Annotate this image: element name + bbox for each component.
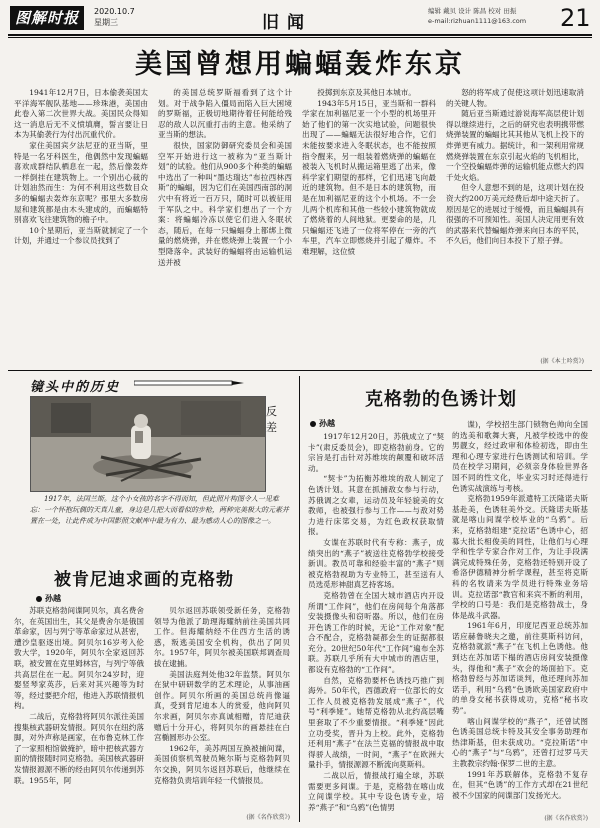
bullet-icon xyxy=(310,421,316,427)
kennedy-byline xyxy=(36,593,61,604)
kennedy-title: 被肯尼迪求画的克格勃 xyxy=(54,570,234,590)
paragraph: 怒的将军成了促使这项计划迅速取消的关键人物。 xyxy=(446,88,584,108)
kennedy-credit: (据《名作欣赏》) xyxy=(246,814,290,821)
paragraph: 1941年12月7日，日本偷袭美国太平洋海军舰队基地——珍珠港，美国由此卷入第二次世界大战。美国民众得知这一消息后无不义愤填膺，誓言要让日本为其偷袭行为付出沉重代价。 xyxy=(14,88,148,140)
paragraph: 10个星期后，亚当斯就制定了一个计划，并通过一个参议员找到了 xyxy=(14,225,148,246)
paragraph: 苏联克格勃间谍阿贝尔，真名费舍尔，在英国出生，其父是费舍尔是俄国革命家，因与列宁等革命家过从甚密，遭沙皇驱逐出境。阿贝尔16岁考入伦敦大学，1920年，阿贝尔全家返回苏联，被安置在克里姆林宫，与列宁等俄共高层住在一起。阿贝尔24岁时，迎娶竖琴家英莎，后来对其兴趣等为时等，经过要把介绍，他进入苏联情报机构。 xyxy=(14,606,144,711)
side-caption-char-1: 反 xyxy=(266,405,277,418)
photo-section-title: 镜头中的历史 xyxy=(30,380,121,395)
side-caption-char-2: 差 xyxy=(266,421,277,434)
editors-text: 编辑 戴贝 设计 陈昌 校对 田振 xyxy=(428,7,517,15)
column-divider xyxy=(299,376,300,822)
paragraph: 克格勃1959年派遣特工沃隆诺夫斯基赴美，色诱驻美外交。沃隆诺夫斯基就是喀山间谍学校毕业的“乌鸦”。后来，克格勃组建“克拉诺”色诱中心，招募大批长相俊美的同性，让他们与心理学和性学专家合作对工作，为让手段满满完成特殊任务，克格勃还特别开设了希洛伊德精神分析学课程，甚至将克斯科的名牧请来为学员进行特殊业务培训。克拉诺部“教官和来宾不断的利用，学校的口号是：我们是克格勃战士，身体是战斗武器。 xyxy=(452,494,588,620)
lead-column-2 xyxy=(158,88,292,364)
paragraph: 喀山间谍学校的“燕子”，还曾试图色诱美国总统卡特及其安全事务助理布热津斯基，但未获成功。“克拉斯诺”中心的“燕子”与“乌鸦”，还曾打过罗马天主教教宗约翰·保罗二世的主意。 xyxy=(452,716,588,768)
color-lure-author: 孙越 xyxy=(319,419,335,428)
date-text: 2020.10.7 xyxy=(94,7,135,16)
paragraph: 1991年苏联解体，克格勃不复存在，但其“色诱”的工作方式却在21世纪被不少国家的间谍部门发扬光大。 xyxy=(452,769,588,800)
paragraph: 1962年，美苏两国互换被捕间谍，美国侦察机驾驶员鲍尔斯与克格勃阿贝尔交换，阿贝尔返回苏联后，他继续在克格勃负责培训年轻一代情报员。 xyxy=(154,743,290,785)
color-lure-column-1 xyxy=(308,432,444,820)
kennedy-column-1 xyxy=(14,606,144,818)
color-lure-title: 克格勃的色诱计划 xyxy=(365,389,517,410)
lead-headline: 美国曾想用蝙蝠轰炸东京 xyxy=(135,49,465,80)
paragraph: 1943年5月15日，亚当斯和一群科学家在加利福尼亚一个小型的机场里开始了他们的第一次实地试验，问题很快出现了——蝙蝠无法很好地合作，它们未能按要求进入冬眠状态，也不能按照指令醒来，另一组装着燃烧弹的蝙蝠在被装入飞机时从搬运箱里逃了出来，像科学家们期望的那样，它们迅速飞向最近的建筑物。但不是日本的建筑物，而是在加利福尼亚的这个小机场。不一会儿两个机库和其他一些较小建筑物就成了燃烧着的人间地狱。更要命的是，几只蝙蝠还飞进了一位将军停在一旁的汽车里，汽车立即燃烧并引起了爆炸。不难理解，这位愤 xyxy=(302,98,436,256)
weekday-text: 星期三 xyxy=(94,18,118,27)
color-lure-byline xyxy=(310,418,335,429)
top-rule xyxy=(8,34,592,36)
paragraph: 自然，克格勃要杯色诱技巧推广到海外。50年代，西德政府一位部长的女工作人员被克格勃发展成“燕子”，代号“利季娅”。她帮克格勃从北约高层嘴里套取了不少重要情报。“利季娅”因此立功受奖，晋升为上校。此外，克格勃还利用“燕子”在法兰克福的情报战中取得骄人战绩，一时间，“燕子”在欧洲大量扑手，情报源源不断流向莫斯科。 xyxy=(308,675,444,770)
pencil-icon xyxy=(134,380,244,386)
page-number: 21 xyxy=(560,4,591,32)
historical-photo xyxy=(30,396,266,492)
paragraph: 女谍在苏联时代有专称：燕子，成绩突出的“燕子”被送往克格勃学校接受新训。教员可靠和经验丰富的“燕子”则被克格勃视助为专业特工，甚至送有人员选觅形神甜真艺持客场。 xyxy=(308,537,444,590)
issue-date xyxy=(94,6,135,28)
section-title: 旧闻 xyxy=(262,13,312,33)
lead-column-4 xyxy=(446,88,584,354)
photo-caption: 1917年，法国兰斯。这个小女孩的名字不得而知，但此照片构图令人一见难忘：一个怀抱玩偶的天真儿童，身边是几把大而看似的步枪，两种完美极大的元素并置在一处，让此件成为中国影照文献库中最为有力、最为感动人心的图像之一。 xyxy=(30,495,289,525)
paragraph: 家住美国宾夕法尼亚的亚当斯，里特是一名牙科医生，他偶然中发现蝙蝠喜欢成群结队栖息在一起，然后像轰炸一样倒挂在建筑物上。一个别出心裁的计划油然而生：为何不利用这些数目众多的蝙蝠去轰炸东京呢？那里大多数房屋和建筑都是由木头建成的，而蝙蝠特别喜欢飞往建筑物的檐子中。 xyxy=(14,140,148,225)
paragraph: 谍)，学校招生部门锁物色帅向全国的选美和歌舞大赛，凡被学校选中的俊男靓女，经过政审和体检初选，即由生理和心理专家进行色诱测试和培训。学员在校学习期间，必须亲身体验世界各国不同的性文化，毕业实习时还得进行色诱实战演练与考核。 xyxy=(452,420,588,493)
top-rule-thin xyxy=(8,37,592,38)
editor-credits xyxy=(428,6,526,26)
kennedy-author: 孙越 xyxy=(45,594,61,603)
newspaper-logo: 图解时报 xyxy=(10,6,84,30)
paragraph: 很快，国家防御研究委员会和美国空军开始进行这一被称为“亚当斯计划”的试验。他们从900多个种类的蝙蝠中选出了一种叫“墨达瑞达”布拉西林西斯”的蝙蝠，因为它们在美国西南部的洞穴中有将近一百万只，随时可以被征用于军队之中。科学家们想出了一个方案：将蝙蝠冷冻以使它们进入冬眠状态，随后，在每一只蝙蝠身上都绑上微量的燃烧弹，并在燃烧弹上装置一个小型降落伞。武装好的蝙蝠将由运输机运送并被 xyxy=(158,140,292,267)
paragraph: 的美国总统罗斯福看到了这个计划。对于战争陷入僵局而陷入巨大困境的罗斯福，正极切地期待着任何能给残忍的敌人以沉重打击的主意。他采纳了亚当斯的想法。 xyxy=(158,88,292,140)
paragraph: 美国法庭判处他32年监禁。阿贝尔在狱中研研数学的艺术理论，从事油画创作。阿贝尔所画的美国总统肖像逼真，受到肯尼迪本人的赏爱，他向阿贝尔求画，阿贝尔亦真诚相赠，肯尼迪获赠后十分开心，将阿贝尔的画悬挂在白宫椭圆形办公室。 xyxy=(154,669,290,743)
paragraph: 贝尔返回苏联领受新任务，克格勃领导为他派了助理海耀纳前往美国共同工作。但海耀纳经不住西方生活的诱惑，叛逃美国安全机构，供出了阿贝尔。1957年，阿贝尔被美国联邦调查局拔在逮捕。 xyxy=(154,606,290,668)
paragraph: 1917年12月20日，苏俄成立了“契卡”(肃反委员会)，即克格勃前身。它的宗旨是打击针对苏维埃的颠覆和破坏活动。 xyxy=(308,432,444,473)
lead-credit: (据《本土吟赏》) xyxy=(540,358,584,365)
paragraph: 克格勃曾在全国大城市酒店内开设所谓“工作间”，他们在房间每个角落都安装摄像头和窃听器。所以，他们在房开色诱工作的时候，无论“工作对象”配合不配合，克格勃凝都会生的证据都很充分。20世纪50年代“工作间”遍布全苏联。苏联几乎所有大中城市的酒店里，都设有克格勃的“工作间”。 xyxy=(308,590,444,675)
email-text: e-mail:rizhuan1111@163.com xyxy=(428,17,527,25)
lead-column-3 xyxy=(302,88,436,364)
lead-column-1 xyxy=(14,88,148,364)
paragraph: 二战以后，情报战打遍全球，苏联需要更多间谍。于是，克格勃在喀山成立间谍学校。其中专设色诱专业，培养“燕子”和“乌鸦”(色情男 xyxy=(308,771,444,812)
kennedy-column-2 xyxy=(154,606,290,810)
paragraph: 1961年6月，印度尼西亚总统苏加诺应赫鲁晓夫之邀，前往莫斯科访问，克格勃就派“燕子”在飞机上色诱他。他到达在苏加诺下榻的酒店房间安装摄像头，得他和“燕子”欢会的场面拍下。克格勃曾经与苏加诺谈判，他还理向苏加诺手，利用“乌鸦”色诱欧美国家政府中的单身女秘书获得成功，克格“秘书攻势”。 xyxy=(452,621,588,716)
photo-illustration xyxy=(31,397,265,491)
color-lure-credit: (据《名作欣赏》) xyxy=(544,815,588,822)
paragraph: 投掷到东京及其他日本城市。 xyxy=(317,88,416,97)
mid-rule xyxy=(8,370,592,371)
paragraph: “契卡”为拓衡苏维埃的敌人制定了色诱计划。其意在抓捕敌女参与行动，苏俄调之女辈，运动员及年轻貌美的女教师，也被强行参与工作——与敌对势力进行床笫交易，为红色政权获取情报。 xyxy=(308,474,444,537)
paragraph: 二战后，克格勃将阿贝尔派往美国搜集核武器研发情报。阿贝尔在纽约落脚，对外声称是画家，在布鲁克林工作了一家照相馆做掩护，暗中把核武器方面的情报随时同克格勃。美国核武器研发情报源源不断的经由阿贝尔传递到苏联。1955年，阿 xyxy=(14,711,144,785)
photo-side-caption xyxy=(266,404,277,436)
paragraph: 随后亚当斯通过游说海军高层使计划得以继续进行，之后的研究也表明携带燃烧弹装置的蝙蝠比其其他从飞机上投下的炸弹更有威力。据统计，和一架利用常规燃烧弹装置在东京引起火焰的飞机相比，一个空投蝙蝠炸弹的运输机能点燃大约四千处火焰。 xyxy=(446,109,584,182)
bullet-icon xyxy=(36,596,42,602)
paragraph: 但令人意想不到的是，这项计划在投资大约200万美元经费后却中途天折了。原因是它的进展过于缓慢，而且蝙蝠具有很强的不可预知性。美国人决定用更有效的武器来代替蝙蝠炸弹来向日本的平民，不久后，他们向日本投下了原子弹。 xyxy=(446,183,584,246)
color-lure-column-2 xyxy=(452,420,588,812)
